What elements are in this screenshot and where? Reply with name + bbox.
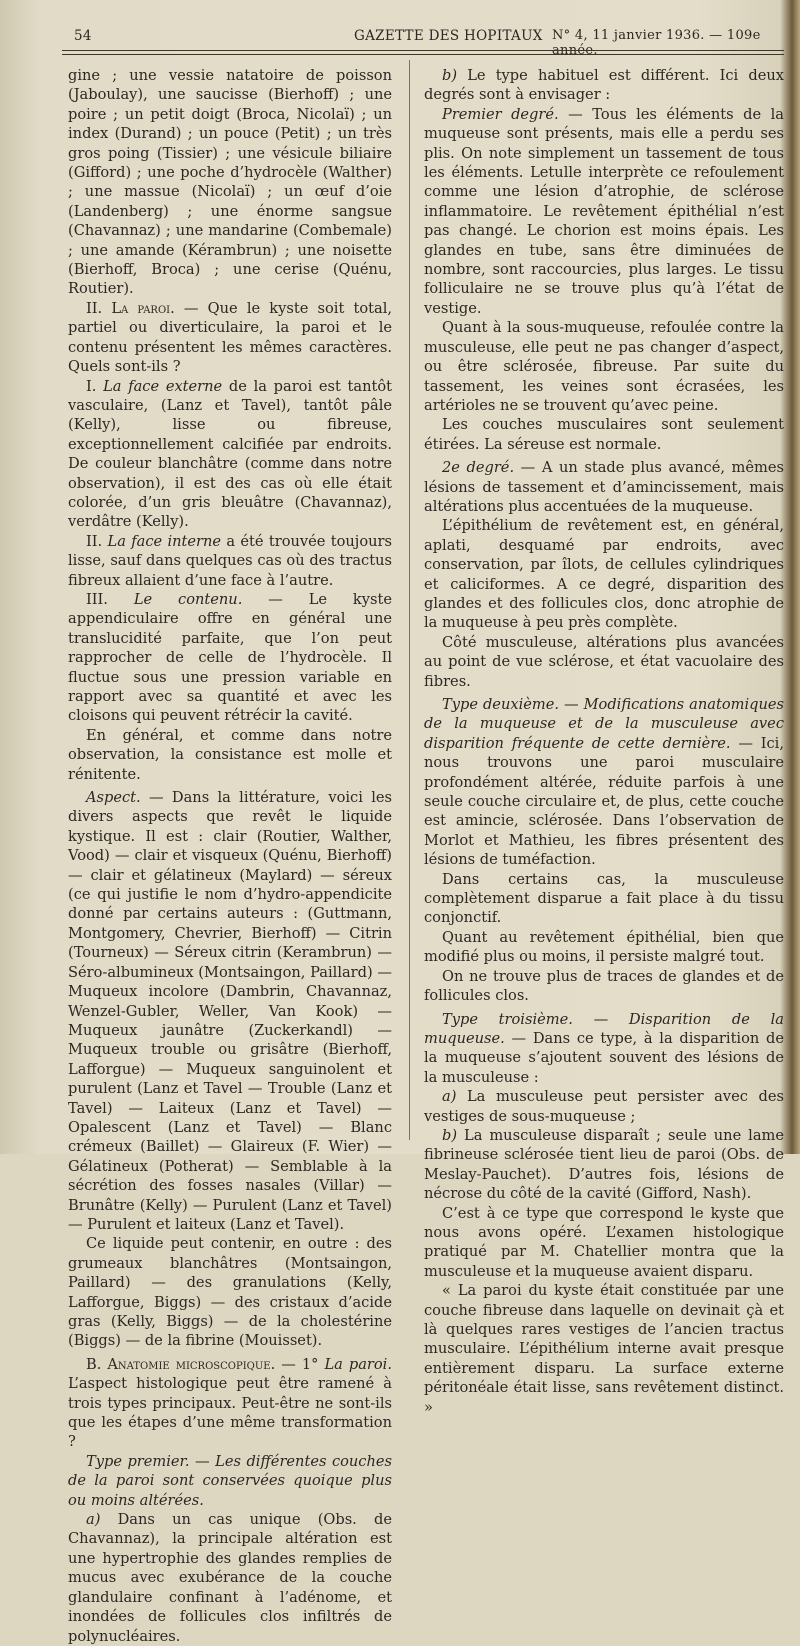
paragraph-text: — 1°	[275, 1355, 325, 1373]
paragraph-lead: B. Anatomie microscopique.	[86, 1355, 276, 1373]
page-header	[62, 26, 784, 58]
journal-title: GAZETTE DES HOPITAUX	[354, 28, 543, 44]
paragraph	[68, 377, 392, 532]
emphasis: a)	[86, 1511, 101, 1529]
paragraph-text: L’épithélium de revêtement est, en général, aplati, desquamé par endroits, avec conservation, par îlots, de cellules cylindriques et caliciformes. A ce degré, disparition des glandes et des follicules clos, donc atrophie de la muqueuse à peu près complète.	[424, 517, 784, 632]
paragraph	[424, 967, 784, 1006]
emphasis: Le contenu.	[133, 590, 243, 608]
paragraph	[68, 1452, 392, 1510]
paragraph-text: En général, et comme dans notre observation, la consistance est molle et rénitente.	[68, 726, 392, 783]
emphasis: 2e degré.	[442, 459, 515, 477]
paragraph-text: Dans un cas unique (Obs. de Chavannaz), la principale altération est une hypertrophie des glandes remplies de mucus avec exubérance de la couche glandulaire confinant à l’adénome, et inondées de follicules clos infiltrés de polynucléaires.	[68, 1511, 392, 1645]
paragraph-text: — Dans ce type, à la disparition de la muqueuse s’ajoutent souvent des lésions de la musculeuse :	[424, 1029, 784, 1086]
emphasis: La face externe	[103, 377, 223, 395]
paragraph	[68, 299, 392, 377]
paragraph	[68, 532, 392, 590]
column-divider	[409, 60, 410, 1140]
paragraph-lead: I.	[86, 377, 104, 395]
emphasis: Type troisième. — Disparition de la muqueuse.	[424, 1010, 784, 1047]
paragraph-text: La musculeuse peut persister avec des vestiges de sous-muqueuse ;	[424, 1088, 784, 1125]
paragraph	[424, 105, 784, 318]
paragraph-text: a été trouvée toujours lisse, sauf dans quelques cas où des tractus fibreux allaient d’une face à l’autre.	[68, 532, 392, 589]
paragraph-lead: II. La paroi.	[86, 299, 175, 317]
page-number: 54	[74, 28, 92, 44]
paragraph	[424, 1126, 784, 1204]
left-column	[68, 66, 392, 1646]
paragraph-text: On ne trouve plus de traces de glandes et de follicules clos.	[424, 967, 784, 1005]
paragraph-text: Dans certains cas, la musculeuse complètement disparue a fait place à du tissu conjonctif.	[424, 870, 784, 927]
paragraph	[424, 633, 784, 691]
paragraph-text: — Le kyste appendiculaire offre en général une translucidité parfaite, que l’on peut rapprocher de celle de l’hydrocèle. Il fluctue sous une pression variable en rapport avec sa quantité et avec les cloisons qui peuvent rétrécir la cavité.	[68, 590, 393, 725]
paragraph	[424, 695, 784, 870]
paragraph-text: C’est à ce type que correspond le kyste que nous avons opéré. L’examen histologique pratiqué par M. Chatellier montra que la musculeuse et la muqueuse avaient disparu.	[424, 1204, 784, 1280]
paragraph	[68, 788, 392, 1234]
emphasis: La face interne	[107, 532, 222, 550]
paragraph	[424, 928, 784, 967]
paragraph-text: « La paroi du kyste était constituée par une couche fibreuse dans laquelle on devinait çà et là quelques rares vestiges de l’ancien tractus musculaire. L’épithélium interne avait presque entièrement disparu. La surface externe péritonéale était lisse, sans revêtement distinct. »	[424, 1282, 784, 1416]
paragraph	[424, 516, 784, 632]
paragraph	[68, 1234, 392, 1350]
paragraph	[424, 458, 784, 516]
paragraph	[424, 870, 784, 928]
issue-info: N° 4, 11 janvier 1936. — 109e année.	[552, 28, 761, 58]
emphasis: Premier degré.	[442, 105, 559, 123]
paragraph	[68, 1510, 392, 1646]
paragraph-text: Quant à la sous-muqueuse, refoulée contre la musculeuse, elle peut ne pas changer d’aspect, ou être sclérosée, fibreuse. Par suite du tassement, les veines sont écrasées, les artérioles ne se trouvent qu’avec peine.	[424, 319, 784, 414]
paragraph-text: — Tous les éléments de la muqueuse sont présents, mais elle a perdu ses plis. On note simplement un tassement de tous les éléments. Letulle interprète ce refoulement comme une lésion d’atrophie, de sclérose inflammatoire. Le revêtement épithélial n’est pas changé. Le chorion est moins épais. Les glandes en tube, sans être diminuées de nombre, sont raccourcies, plus larges. Le tissu folliculaire ne se trouve plus qu’à l’état de vestige.	[424, 105, 784, 317]
paragraph-lead: II.	[86, 532, 108, 550]
paragraph	[68, 726, 392, 784]
paragraph-text: L’aspect histologique peut être ramené à trois types principaux. Peut-être ne sont-ils que les étapes d’une même transformation ?	[68, 1375, 392, 1451]
paragraph-text: Côté musculeuse, altérations plus avancées au point de vue sclérose, et état vacuolaire des fibres.	[424, 633, 784, 690]
emphasis: Type premier. — Les différentes couches de la paroi sont conservées quoique plus ou moins altérées.	[68, 1452, 392, 1509]
paragraph-text: — Dans la littérature, voici les divers aspects que revêt le liquide kystique. Il est : clair (Routier, Walther, Vood) — clair et visqueux (Quénu, Bierhoff) — clair et gélatineux (Maylard) — séreux (ce qui justifie le nom d’hydro-appendicite donné par certains auteurs : (Guttmann, Montgomery, Chevrier, Bierhoff) — Citrin (Tourneux) — Séreux citrin (Kerambrun) — Séro-albumineux (Montsaingon, Paillard) — Muqueux incolore (Dambrin, Chavannaz, Wenzel-Gubler, Weller, Van Kook) — Muqueux jaunâtre (Zuckerkandl) — Muqueux trouble ou grisâtre (Bierhoff, Lafforgue) — Muqueux sanguinolent et purulent (Lanz et Tavel — Trouble (Lanz et Tavel) — Laiteux (Lanz et Tavel) — Opalescent (Lanz et Tavel) — Blanc crémeux (Baillet) — Glaireux (F. Wier) — Gélatineux (Potherat) — Semblable à la sécrétion des fosses nasales (Villar) — Brunâtre (Kelly) — Purulent (Lanz et Tavel) — Purulent et laiteux (Lanz et Tavel).	[68, 789, 392, 1233]
paragraph	[68, 66, 392, 299]
paragraph-text: — Ici, nous trouvons une paroi musculaire profondément altérée, réduite parfois à une seule couche circulaire et, de plus, cette couche est amincie, sclérosée. Dans l’observation de Morlot et Mathieu, les fibres présentent des lésions de tuméfaction.	[424, 734, 784, 869]
paragraph-lead: III.	[86, 590, 134, 608]
paragraph	[424, 1010, 784, 1088]
header-rule-double	[62, 54, 784, 55]
paragraph	[424, 1204, 784, 1282]
paragraph-text: — Que le kyste soit total, partiel ou diverticulaire, la paroi et le contenu présentent les mêmes caractères. Quels sont-ils ?	[68, 299, 392, 376]
right-column	[424, 66, 784, 1417]
paragraph	[424, 415, 784, 454]
emphasis: La paroi.	[324, 1355, 392, 1373]
paragraph	[68, 590, 392, 726]
emphasis: Type deuxième. — Modifications anatomiques de la muqueuse et de la musculeuse avec disparition fréquente de cette dernière.	[424, 696, 784, 752]
emphasis: b)	[442, 67, 458, 84]
emphasis: b)	[442, 1126, 458, 1144]
paragraph-text: Quant au revêtement épithélial, bien que modifié plus ou moins, il persiste malgré tout.	[424, 928, 784, 966]
paragraph-text: Le type habituel est différent. Ici deux degrés sont à envisager :	[424, 67, 784, 104]
paragraph	[68, 1355, 392, 1452]
paragraph-text: de la paroi est tantôt vasculaire, (Lanz et Tavel), tantôt pâle (Kelly), lisse ou fibreuse, exceptionnellement calcifiée par endroits. De couleur blanchâtre (comme dans notre observation), il est des cas où elle était colorée, d’un gris bleuâtre (Chavannaz), verdâtre (Kelly).	[68, 377, 392, 531]
emphasis: Aspect.	[86, 789, 141, 807]
paragraph	[424, 66, 784, 105]
paragraph-text: Les couches musculaires sont seulement étirées. La séreuse est normale.	[424, 416, 784, 453]
header-rule	[62, 50, 784, 51]
paragraph	[424, 1087, 784, 1126]
paragraph-text: gine ; une vessie natatoire de poisson (Jaboulay), une saucisse (Bierhoff) ; une poire ; un petit doigt (Broca, Nicolaï) ; un index (Durand) ; un pouce (Petit) ; un très gros poing (Tissier) ; une vésicule biliaire (Gifford) ; une poche d’hydrocèle (Walther) ; une massue (Nicolaï) ; un œuf d’oie (Landenberg) ; une énorme sangsue (Chavannaz) ; une mandarine (Combemale) ; une amande (Kérambrun) ; une noisette (Bierhoff, Broca) ; une cerise (Quénu, Routier).	[68, 67, 392, 298]
paragraph-text: — A un stade plus avancé, mêmes lésions de tassement et d’amincissement, mais altérations plus accentuées de la muqueuse.	[424, 459, 784, 515]
paragraph	[424, 1281, 784, 1417]
emphasis: a)	[442, 1088, 457, 1106]
paragraph-text: Ce liquide peut contenir, en outre : des grumeaux blanchâtres (Montsaingon, Paillard) — des granulations (Kelly, Lafforgue, Biggs) — des cristaux d’acide gras (Kelly, Biggs) — de la cholestérine (Biggs) — de la fibrine (Mouisset).	[68, 1235, 392, 1350]
paragraph-text: La musculeuse disparaît ; seule une lame fibrineuse sclérosée tient lieu de paroi (Obs. de Meslay-Pauchet). D’autres fois, lésions de nécrose du côté de la cavité (Gifford, Nash).	[424, 1126, 784, 1203]
paragraph	[424, 318, 784, 415]
